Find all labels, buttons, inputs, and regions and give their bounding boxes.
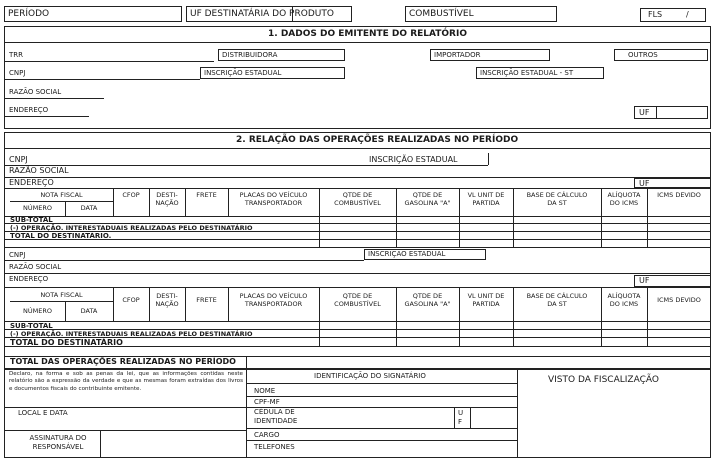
declaration-text: Declaro, na forma e sob as penas da lei, que as informações contidas neste relatório são a expressão da verdade e que as mesmas foram extraídas dos livros e documentos fiscais do contribuinte emitente. xyxy=(9,371,243,392)
b1-total: TOTAL DO DESTINATÁRIO. xyxy=(10,232,112,240)
b2-col-base-calc-2: DA ST xyxy=(547,300,567,308)
b1-razao-label: RAZÃO SOCIAL xyxy=(9,166,69,175)
cedula-label-2: IDENTIDADE xyxy=(254,417,298,425)
importador-label: IMPORTADOR xyxy=(434,51,481,59)
cpf-label: CPF-MF xyxy=(254,398,280,406)
b1-col-qtde-comb-1: QTDE DE xyxy=(342,191,373,199)
b2-col-nota-fiscal: NOTA FISCAL xyxy=(40,291,83,299)
b1-col-frete: FRETE xyxy=(196,191,217,199)
identificacao-label: IDENTIFICAÇÃO DO SIGNATÁRIO xyxy=(314,372,426,380)
b1-inscricao-label: INSCRIÇÃO ESTADUAL xyxy=(369,155,458,164)
b2-col-destinacao-1: DESTI- xyxy=(156,292,178,300)
b2-col-data: DATA xyxy=(80,307,98,315)
cnpj-label: CNPJ xyxy=(9,69,26,77)
b2-col-placas-2: TRANSPORTADOR xyxy=(244,300,303,308)
b1-col-placas-1: PLACAS DO VEÍCULO xyxy=(239,191,308,199)
b2-inscricao-label: INSCRIÇÃO ESTADUAL xyxy=(368,250,446,258)
b2-col-aliquota-1: ALÍQUOTA xyxy=(607,292,641,300)
b1-col-qtde-comb-2: COMBUSTÍVEL xyxy=(334,199,381,207)
b1-col-base-calc-1: BASE DE CÁLCULO xyxy=(526,191,588,199)
b2-col-frete: FRETE xyxy=(196,296,217,304)
b2-operacao: (-) OPERAÇÃO. INTERESTADUAIS REALIZADAS PELO DESTINATÁRIO xyxy=(10,330,253,338)
uf-label: UF xyxy=(639,108,650,117)
section2-title: 2. RELAÇÃO DAS OPERAÇÕES REALIZADAS NO PERÍODO xyxy=(236,135,519,145)
b1-col-aliquota-1: ALÍQUOTA xyxy=(607,191,641,199)
razao-social-label: RAZÃO SOCIAL xyxy=(9,88,62,96)
b2-uf-label: UF xyxy=(639,276,650,285)
b1-col-qtde-gas-1: QTDE DE xyxy=(412,191,443,199)
fls-label: FLS xyxy=(648,10,663,19)
b2-col-cfop: CFOP xyxy=(122,296,140,304)
b1-operacao: (-) OPERAÇÃO. INTERESTADUAIS REALIZADAS PELO DESTINATÁRIO xyxy=(10,224,253,232)
b2-col-qtde-comb-2: COMBUSTÍVEL xyxy=(334,300,381,308)
b2-col-numero: NÚMERO xyxy=(23,307,52,315)
section1-title: 1. DADOS DO EMITENTE DO RELATÓRIO xyxy=(268,29,467,39)
local-data-label: LOCAL E DATA xyxy=(18,409,68,417)
inscricao-estadual-label: INSCRIÇÃO ESTADUAL xyxy=(204,69,282,77)
b2-col-placas-1: PLACAS DO VEÍCULO xyxy=(239,292,308,300)
b2-total: TOTAL DO DESTINATÁRIO xyxy=(10,338,123,347)
periodo-label: PERÍODO xyxy=(8,9,50,19)
b1-cnpj-label: CNPJ xyxy=(9,155,28,164)
b1-col-nota-fiscal: NOTA FISCAL xyxy=(40,191,83,199)
b2-col-qtde-gas-1: QTDE DE xyxy=(412,292,443,300)
b2-endereco-label: ENDEREÇO xyxy=(9,275,49,283)
b2-col-qtde-comb-1: QTDE DE xyxy=(342,292,373,300)
cedula-label-1: CÉDULA DE xyxy=(254,408,295,416)
combustivel-label: COMBUSTÍVEL xyxy=(409,9,474,19)
b2-col-aliquota-2: DO ICMS xyxy=(609,300,639,308)
b2-razao-label: RAZÃO SOCIAL xyxy=(9,263,62,271)
nome-label: NOME xyxy=(254,387,276,395)
b1-col-qtde-gas-2: GASOLINA "A" xyxy=(404,199,451,207)
b2-col-vl-unit-1: VL UNIT DE xyxy=(467,292,505,300)
fls-separator: / xyxy=(686,10,689,19)
b1-sub-total: SUB-TOTAL xyxy=(10,216,53,224)
endereco-label: ENDEREÇO xyxy=(9,106,49,114)
cargo-label: CARGO xyxy=(254,431,280,439)
assinatura-label-2: RESPONSÁVEL xyxy=(32,443,84,451)
b2-col-icms-devido: ICMS DEVIDO xyxy=(657,296,701,304)
b2-col-destinacao-2: NAÇÃO xyxy=(155,300,179,308)
distribuidora-label: DISTRIBUIDORA xyxy=(222,51,278,59)
b1-col-vl-unit-1: VL UNIT DE xyxy=(467,191,505,199)
b1-col-placas-2: TRANSPORTADOR xyxy=(244,199,303,207)
b1-endereco-label: ENDEREÇO xyxy=(9,178,54,187)
b1-col-cfop: CFOP xyxy=(122,191,140,199)
assinatura-label-1: ASSINATURA DO xyxy=(29,434,87,442)
b1-col-vl-unit-2: PARTIDA xyxy=(472,199,500,207)
signatario-uf-u: U xyxy=(458,409,464,417)
b1-col-data: DATA xyxy=(80,204,98,212)
b2-col-vl-unit-2: PARTIDA xyxy=(472,300,500,308)
trr-label: TRR xyxy=(9,51,24,59)
b1-col-aliquota-2: DO ICMS xyxy=(609,199,639,207)
b2-col-qtde-gas-2: GASOLINA "A" xyxy=(404,300,451,308)
b2-cnpj-label: CNPJ xyxy=(9,251,26,259)
b2-sub-total: SUB-TOTAL xyxy=(10,322,53,330)
b2-col-base-calc-1: BASE DE CÁLCULO xyxy=(526,292,588,300)
outros-label: OUTROS xyxy=(628,51,658,59)
uf-destinataria-label: UF DESTINATÁRIA DO PRODUTO xyxy=(190,9,334,19)
b1-col-destinacao-1: DESTI- xyxy=(156,191,178,199)
b1-col-destinacao-2: NAÇÃO xyxy=(155,199,179,207)
b1-col-base-calc-2: DA ST xyxy=(547,199,567,207)
b1-uf-label: UF xyxy=(639,179,650,188)
inscricao-estadual-st-label: INSCRIÇÃO ESTADUAL - ST xyxy=(480,69,574,77)
b1-col-icms-devido: ICMS DEVIDO xyxy=(657,191,701,199)
b1-col-numero: NÚMERO xyxy=(23,204,52,212)
signatario-uf-f: F xyxy=(458,418,463,426)
total-operacoes-label: TOTAL DAS OPERAÇÕES REALIZADAS NO PERÍODO xyxy=(10,357,236,366)
telefones-label: TELEFONES xyxy=(254,443,295,451)
visto-label: VISTO DA FISCALIZAÇÃO xyxy=(548,375,659,385)
